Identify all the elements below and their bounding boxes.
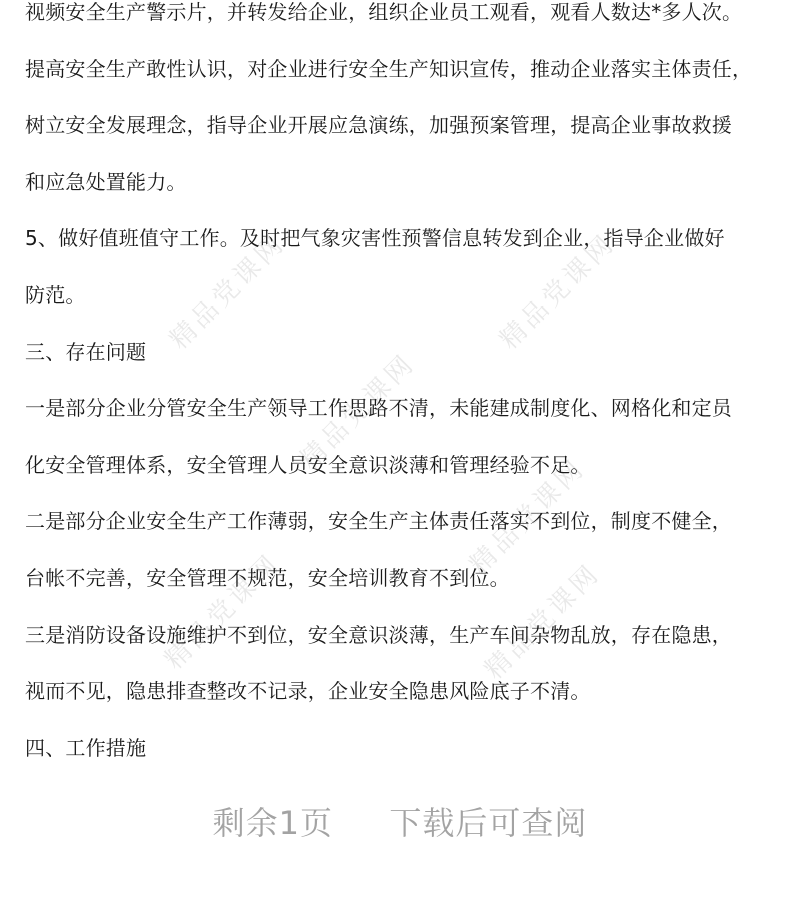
text-line: 和应急处置能力。 xyxy=(25,169,187,194)
text-line: 台帐不完善，安全管理不规范，安全培训教育不到位。 xyxy=(25,565,510,590)
section-heading: 三、存在问题 xyxy=(25,339,147,364)
remaining-pages-label: 剩余1页 xyxy=(212,804,333,842)
download-to-view-label[interactable]: 下载后可查阅 xyxy=(389,804,588,842)
watermark: 精品党课网 xyxy=(164,228,292,356)
text-line: 树立安全发展理念，指导企业开展应急演练，加强预案管理，提高企业事故救援 xyxy=(25,113,732,138)
text-line: 化安全管理体系，安全管理人员安全意识淡薄和管理经验不足。 xyxy=(25,452,591,477)
section-heading: 四、工作措施 xyxy=(25,735,147,760)
text-line: 视而不见，隐患排查整改不记录，企业安全隐患风险底子不清。 xyxy=(25,679,591,704)
text-line: 防范。 xyxy=(25,282,86,307)
watermark: 精品党课网 xyxy=(159,548,287,676)
watermark: 精品党课网 xyxy=(494,228,622,356)
text-line: 二是部分企业安全生产工作薄弱，安全生产主体责任落实不到位，制度不健全， xyxy=(25,509,732,534)
text-line: 一是部分企业分管安全生产领导工作思路不清，未能建成制度化、网格化和定员 xyxy=(25,396,732,421)
text-line: 提高安全生产敢性认识，对企业进行安全生产知识宣传，推动企业落实主体责任， xyxy=(25,56,753,81)
text-line: 视频安全生产警示片，并转发给企业，组织企业员工观看，观看人数达*多人次。 xyxy=(25,0,743,24)
text-line: 5、做好值班值守工作。及时把气象灾害性预警信息转发到企业，指导企业做好 xyxy=(25,226,725,251)
watermark: 精品党课网 xyxy=(294,348,422,476)
download-banner[interactable] xyxy=(0,798,800,844)
watermark: 精品党课网 xyxy=(479,558,607,686)
watermark: 精品党课网 xyxy=(464,453,592,581)
document-body xyxy=(25,0,777,776)
text-line: 三是消防设备设施维护不到位，安全意识淡薄，生产车间杂物乱放，存在隐患， xyxy=(25,622,732,647)
